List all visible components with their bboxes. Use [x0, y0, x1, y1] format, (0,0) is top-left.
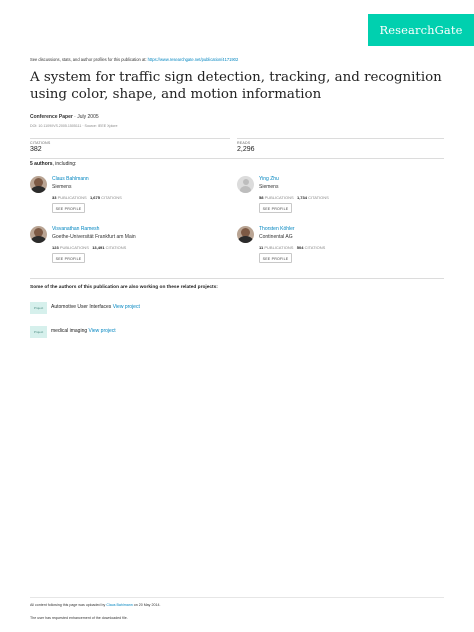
citations-count: 1,734 [296, 195, 307, 200]
author-name-link[interactable]: Visvanathan Ramesh [52, 226, 100, 232]
publication-type [30, 114, 99, 120]
reads-value: 2,296 [237, 146, 255, 153]
author-stats [259, 195, 329, 200]
publications-label: PUBLICATIONS [57, 195, 87, 200]
publication-type-label: Conference Paper [30, 114, 73, 120]
view-project-link[interactable]: View project [112, 304, 140, 310]
see-line-text: See discussions, stats, and author profiles for this publication at: [30, 57, 148, 62]
project-name: Automotive User Interfaces [51, 304, 113, 310]
avatar-placeholder-icon[interactable] [237, 176, 254, 193]
author-name-link[interactable]: Ying Zhu [259, 176, 279, 182]
publications-count: 11 [259, 245, 264, 250]
author-name-link[interactable]: Claus Bahlmann [52, 176, 89, 182]
publication-link-line [30, 57, 238, 62]
divider-reads [237, 138, 444, 139]
author-stats [52, 195, 122, 200]
author-stats [52, 245, 126, 250]
project-name: medical imaging [51, 328, 89, 334]
project-item [30, 302, 330, 316]
doi-line: DOI: 10.1109/IVS.2005.1505111 · Source: IEEE Xplore [30, 124, 118, 128]
author-institution: Continental AG [259, 234, 293, 240]
citations-label: CITATIONS [30, 141, 51, 145]
project-icon: Project [30, 326, 47, 338]
publications-count: 33 [52, 195, 57, 200]
enhancement-notice: The user has requested enhancement of the downloaded file. [30, 616, 128, 620]
upload-prefix: All content following this page was uploaded by [30, 603, 107, 607]
avatar[interactable] [30, 226, 47, 243]
authors-heading [30, 161, 76, 167]
publications-label: PUBLICATIONS [264, 245, 294, 250]
footer-divider [30, 597, 444, 598]
author-card [30, 226, 230, 274]
project-item [30, 326, 330, 340]
authors-heading-suffix: , including: [52, 161, 77, 167]
upload-suffix: on 20 May 2014. [132, 603, 161, 607]
upload-notice [30, 603, 160, 607]
divider-projects [30, 278, 444, 279]
citations-count: 504 [296, 245, 304, 250]
author-institution: Siemens [259, 184, 279, 190]
citations-count: 13,491 [92, 245, 105, 250]
author-card [30, 176, 230, 224]
see-profile-button[interactable]: SEE PROFILE [259, 253, 292, 263]
publications-count: 58 [259, 195, 264, 200]
avatar[interactable] [237, 226, 254, 243]
divider-authors [30, 158, 444, 159]
project-icon: Project [30, 302, 47, 314]
reads-label: READS [237, 141, 251, 145]
author-institution: Siemens [52, 184, 72, 190]
view-project-link[interactable]: View project [88, 328, 116, 334]
publications-label: PUBLICATIONS [264, 195, 294, 200]
see-profile-button[interactable]: SEE PROFILE [52, 203, 85, 213]
citations-value: 382 [30, 146, 42, 153]
researchgate-logo[interactable]: ResearchGate [368, 14, 474, 46]
avatar[interactable] [30, 176, 47, 193]
project-text [51, 304, 140, 310]
publications-label: PUBLICATIONS [59, 245, 89, 250]
header-bar [0, 0, 474, 60]
citations-label: CITATIONS [101, 195, 122, 200]
publication-url-link[interactable]: https://www.researchgate.net/publication/4171902 [147, 57, 239, 62]
author-card [237, 176, 437, 224]
author-name-link[interactable]: Thorsten Köhler [259, 226, 295, 232]
publication-date: · July 2005 [72, 114, 99, 120]
see-profile-button[interactable]: SEE PROFILE [52, 253, 85, 263]
projects-heading: Some of the authors of this publication are also working on these related projects: [30, 285, 218, 290]
citations-label: CITATIONS [308, 195, 329, 200]
citations-count: 1,675 [89, 195, 100, 200]
project-text [51, 328, 116, 334]
divider-citations [30, 138, 230, 139]
authors-count: 5 authors [30, 161, 53, 167]
citations-label: CITATIONS [105, 245, 127, 250]
author-institution: Goethe-Universität Frankfurt am Main [52, 234, 136, 240]
author-card [237, 226, 437, 274]
see-profile-button[interactable]: SEE PROFILE [259, 203, 292, 213]
paper-title: A system for traffic sign detection, tracking, and recognition using color, shape, and motion information [30, 70, 442, 102]
author-stats [259, 245, 325, 250]
uploader-link[interactable]: Claus Bahlmann [106, 603, 133, 607]
citations-label: CITATIONS [304, 245, 326, 250]
publications-count: 123 [52, 245, 59, 250]
